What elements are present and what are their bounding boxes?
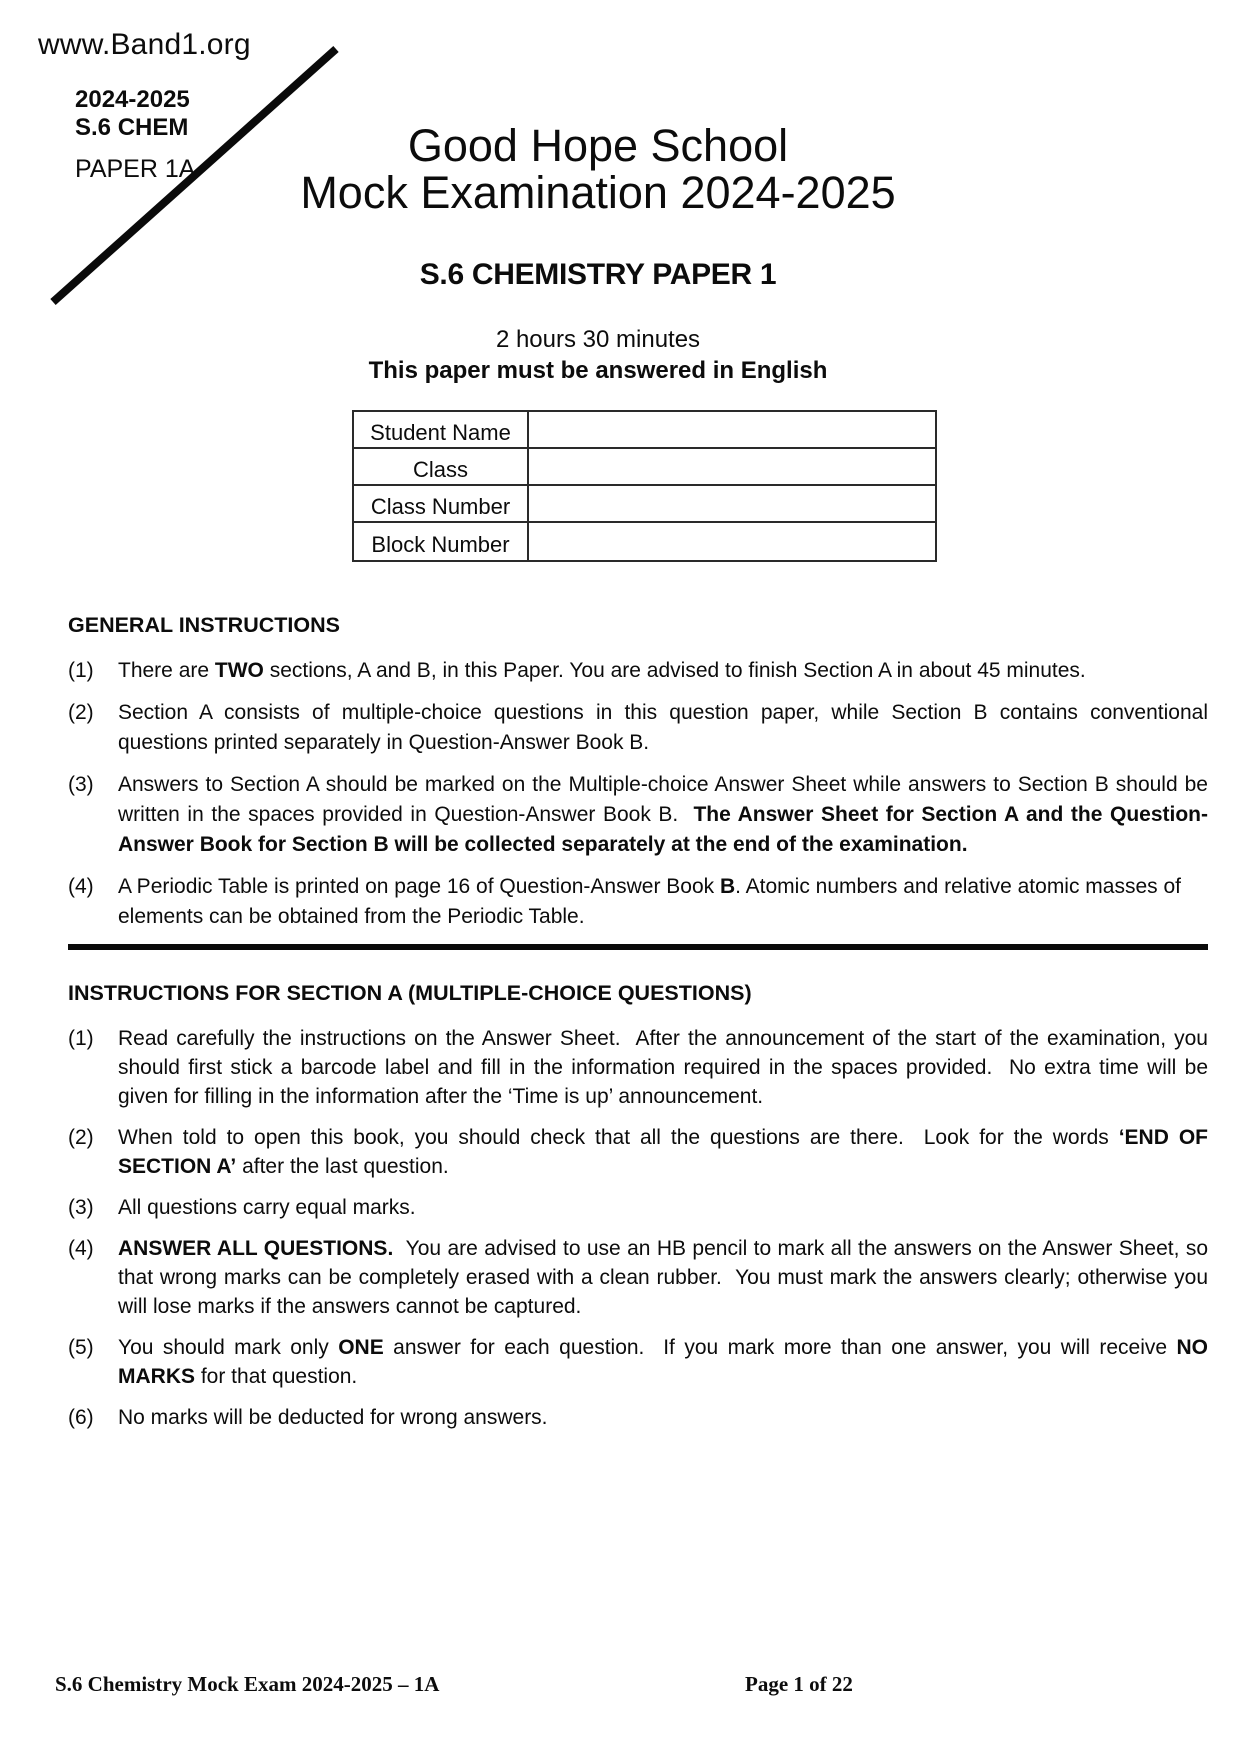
section-divider-rule [68, 944, 1208, 950]
subject-label: S.6 CHEM [75, 114, 189, 141]
item-text: Answers to Section A should be marked on the Multiple-choice Answer Sheet while answers to Section B should be written in the spaces provided in Question-Answer Book B. The Answer Sheet for Section A and the Question-Answer Book for Section B will be collected separately at the end of the examination. [118, 773, 1208, 856]
general-instructions-heading: GENERAL INSTRUCTIONS [68, 613, 340, 637]
blank-fill-in-cell [529, 486, 935, 521]
item-text: All questions carry equal marks. [118, 1196, 416, 1219]
section-a-instructions-list [68, 1024, 1208, 1432]
exam-year-label: 2024-2025 [75, 86, 190, 113]
instruction-item [68, 1403, 1208, 1432]
instruction-item [68, 1193, 1208, 1222]
watermark-url: www.Band1.org [38, 28, 251, 61]
item-text: Section A consists of multiple-choice questions in this question paper, while Section B contains conventional questions printed separately in Question-Answer Book B. [118, 701, 1208, 754]
field-label-cell: Class Number [354, 486, 529, 521]
item-number: (2) [68, 701, 94, 724]
school-name: Good Hope School [407, 120, 789, 171]
instruction-item [68, 1234, 1208, 1321]
duration-text: 2 hours 30 minutes [495, 326, 701, 353]
item-text: When told to open this book, you should check that all the questions are there. Look for the words ‘END OF SECTION A’ after the last question. [118, 1126, 1208, 1178]
item-number: (5) [68, 1336, 94, 1359]
instruction-item [68, 872, 1208, 932]
student-table-row [354, 486, 935, 523]
language-requirement: This paper must be answered in English [368, 357, 828, 384]
student-table-row [354, 449, 935, 486]
instruction-item [68, 698, 1208, 758]
item-number: (3) [68, 773, 94, 796]
footer-document-title: S.6 Chemistry Mock Exam 2024-2025 – 1A [55, 1672, 440, 1696]
item-text: No marks will be deducted for wrong answers. [118, 1406, 548, 1429]
student-info-table [352, 410, 937, 562]
footer-page-number: Page 1 of 22 [745, 1672, 853, 1696]
instructions-content [68, 610, 1208, 1444]
item-text: You should mark only ONE answer for each question. If you mark more than one answer, you will receive NO MARKS for that question. [118, 1336, 1208, 1388]
item-text: ANSWER ALL QUESTIONS. You are advised to use an HB pencil to mark all the answers on the Answer Sheet, so that wrong marks can be completely erased with a clean rubber. You must mark the answers clearly; otherwise you will lose marks if the answers cannot be captured. [118, 1237, 1208, 1318]
instruction-item [68, 1024, 1208, 1111]
general-instructions-list [68, 656, 1208, 932]
item-number: (1) [68, 659, 94, 682]
paper-title: S.6 CHEMISTRY PAPER 1 [419, 258, 777, 291]
instruction-item [68, 1123, 1208, 1181]
item-number: (3) [68, 1196, 94, 1219]
blank-fill-in-cell [529, 449, 935, 484]
item-number: (4) [68, 875, 94, 898]
item-number: (2) [68, 1126, 94, 1149]
item-number: (4) [68, 1237, 94, 1260]
item-number: (6) [68, 1406, 94, 1429]
instruction-item [68, 770, 1208, 860]
field-label-cell: Class [354, 449, 529, 484]
item-text: Read carefully the instructions on the Answer Sheet. After the announcement of the start of the examination, you should first stick a barcode label and fill in the information required in the spaces provided. No extra time will be given for filling in the information after the ‘Time is up’ announcement. [118, 1027, 1208, 1108]
instruction-item [68, 656, 1208, 686]
school-and-exam-title [0, 122, 1196, 216]
blank-fill-in-cell [529, 523, 935, 560]
exam-title: Mock Examination 2024-2025 [300, 167, 896, 218]
item-text: There are TWO sections, A and B, in this Paper. You are advised to finish Section A in about 45 minutes. [118, 659, 1086, 682]
student-table-row [354, 412, 935, 449]
field-label-cell: Block Number [354, 523, 529, 560]
field-label-cell: Student Name [354, 412, 529, 447]
blank-fill-in-cell [529, 412, 935, 447]
item-text: A Periodic Table is printed on page 16 of Question-Answer Book B. Atomic numbers and relative atomic masses of elements can be obtained from the Periodic Table. [118, 875, 1182, 928]
item-number: (1) [68, 1027, 94, 1050]
student-table-row [354, 523, 935, 560]
paper-code-label: PAPER 1A [75, 155, 196, 183]
section-a-instructions-heading: INSTRUCTIONS FOR SECTION A (MULTIPLE-CHOICE QUESTIONS) [68, 981, 752, 1005]
instruction-item [68, 1333, 1208, 1391]
